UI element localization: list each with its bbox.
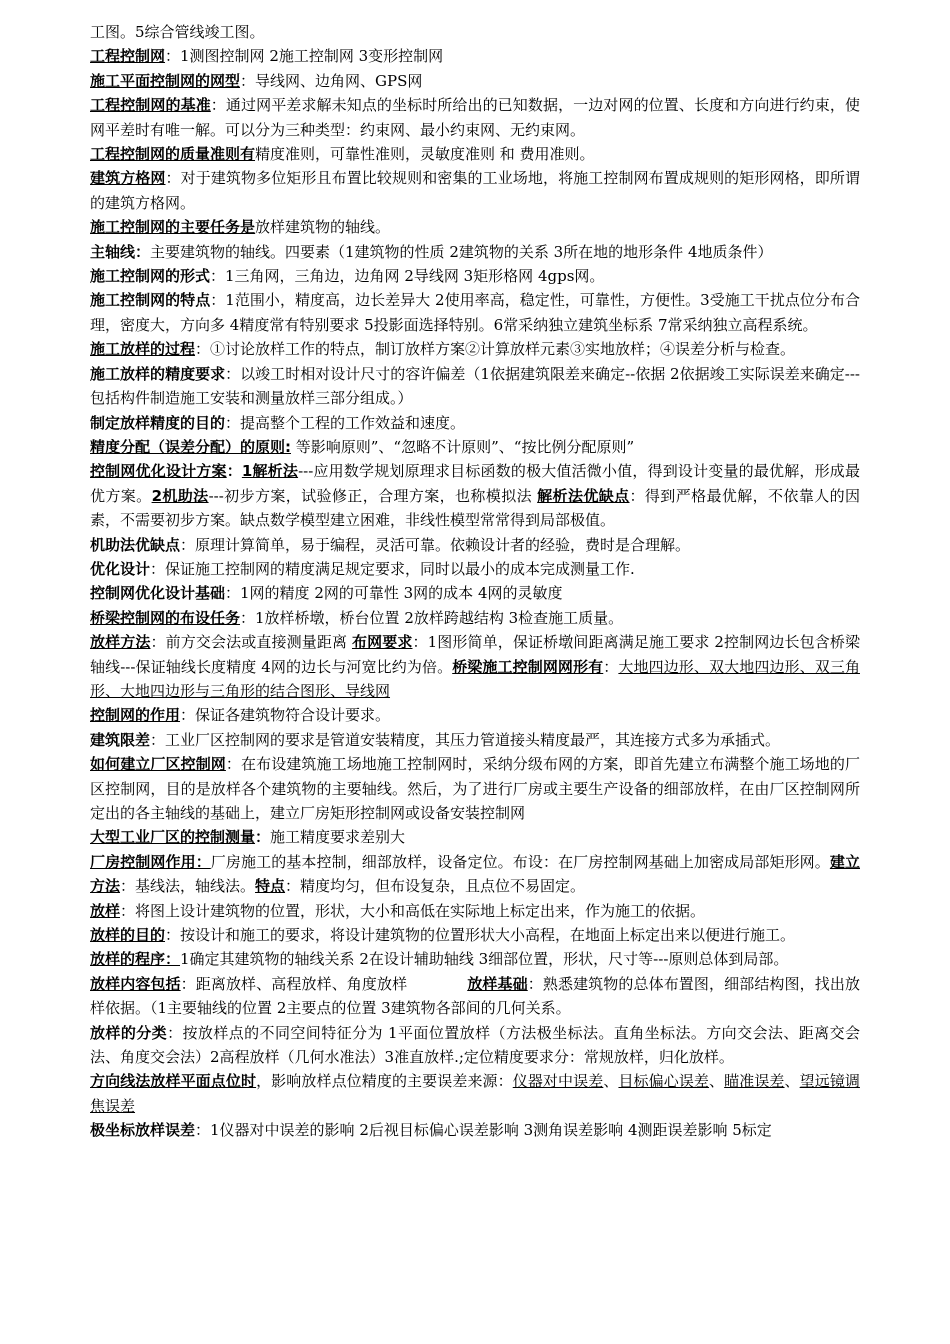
term-label: 放样方法 — [90, 633, 151, 652]
paragraph — [90, 1069, 860, 1118]
term-label: 如何建立厂区控制网 — [90, 755, 226, 774]
body-text: ：前方交会法或直接测量距离 — [150, 633, 352, 652]
term-label: 工程控制网的基准 — [90, 96, 211, 115]
term-label: 布网要求 — [351, 633, 413, 652]
body-text: ---初步方案，试验修正，合理方案，也称模拟法 — [208, 486, 538, 505]
paragraph — [90, 606, 860, 630]
term-label: 优化设计 — [90, 559, 151, 578]
term-label: 机助法优缺点 — [90, 535, 181, 554]
body-text: ---应用数学规划原理求目标函数的极大值活微小值，得到设计变量的最优解，形成最优方案。 — [90, 462, 860, 505]
paragraph — [90, 533, 860, 557]
body-text: ：按放样点的不同空间特征分为 1平面位置放样（方法极坐标法。直角坐标法。方向交会法、距离交会法、角度交会法）2高程放样（几何水准法）3准直放样.;定位精度要求分：常规放样，归化放样。 — [90, 1023, 860, 1067]
term-label: 桥梁施工控制网网形有 — [452, 657, 604, 676]
paragraph — [90, 411, 860, 435]
paragraph — [90, 337, 860, 361]
paragraph — [90, 240, 860, 264]
paragraph — [90, 1021, 860, 1070]
term-label: 放样的分类 — [90, 1023, 168, 1042]
body-text: ：通过网平差求解未知点的坐标时所给出的已知数据，一边对网的位置、长度和方向进行约束，使网平差时有唯一解。可以分为三种类型：约束网、最小约束网、无约束网。 — [90, 96, 860, 139]
body-text: ：保证各建筑物符合设计要求。 — [180, 706, 391, 725]
term-label: 放样基础 — [467, 974, 528, 993]
paragraph — [90, 69, 860, 93]
paragraph — [90, 44, 860, 68]
term-label: 厂房控制网作用： — [90, 852, 211, 871]
term-label: 施工放样的精度要求 — [90, 364, 226, 383]
body-text: ：对于建筑物多位矩形且布置比较规则和密集的工业场地，将施工控制网布置成规则的矩形网格，即所谓的建筑方格网。 — [90, 169, 860, 212]
body-text: ：基线法，轴线法。 — [120, 877, 256, 896]
body-text: 、 — [603, 1072, 619, 1091]
paragraph — [90, 93, 860, 142]
paragraph — [90, 581, 860, 605]
term-label: 制定放样精度的目的 — [90, 413, 226, 432]
body-text: 望远镜调焦误差 — [90, 1072, 860, 1115]
paragraph — [90, 923, 860, 947]
body-text: 主要建筑物的轴线。四要素（1建筑物的性质 2建筑物的关系 3所在地的地形条件 4地质条件） — [150, 242, 773, 261]
body-text: ：1图形简单，保证桥墩间距离满足施工要求 2控制网边长包含桥梁轴线---保证轴线长度精度 4网的边长与河宽比约为倍。 — [90, 633, 860, 676]
term-label: 放样的程序： — [90, 950, 181, 969]
paragraph — [90, 20, 860, 44]
paragraph — [90, 459, 860, 532]
body-text: ：熟悉建筑物的总体布置图，细部结构图，找出放样依据。（1主要轴线的位置 2主要点的位置 3建筑物各部间的几何关系。 — [90, 974, 860, 1018]
paragraph — [90, 972, 860, 1021]
paragraph — [90, 435, 860, 459]
term-label: 控制网的作用 — [90, 706, 181, 725]
paragraph — [90, 215, 860, 239]
body-text: ：精度均匀，但布设复杂，且点位不易固定。 — [285, 877, 586, 896]
term-label: 放样内容包括 — [90, 974, 181, 993]
body-text: ： — [603, 657, 619, 676]
body-text: ：工业厂区控制网的要求是管道安装精度，其压力管道接头精度最严，其连接方式多为承插式。 — [150, 730, 781, 749]
term-label: 建筑限差 — [90, 730, 151, 749]
paragraph — [90, 703, 860, 727]
paragraph — [90, 850, 860, 899]
body-text: 目标偏心误差 — [618, 1072, 710, 1091]
body-text: ：将图上设计建筑物的位置，形状，大小和高低在实际地上标定出来，作为施工的依据。 — [120, 901, 706, 920]
body-text: 、 — [784, 1072, 800, 1091]
term-label: 施工放样的过程 — [90, 340, 196, 359]
body-text: ：得到严格最优解，不依靠人的因素，不需要初步方案。缺点数学模型建立困难，非线性模型常常得到局部极值。 — [90, 486, 860, 530]
body-text: 厂房施工的基本控制，细部放样，设备定位。布设：在厂房控制网基础上加密成局部矩形网。 — [210, 852, 830, 871]
body-text: ：距离放样、高程放样、角度放样 — [180, 974, 408, 993]
term-label: ： — [226, 462, 242, 481]
term-label: 精度分配（误差分配）的原则: — [90, 437, 291, 456]
term-label: 工程控制网 — [90, 47, 166, 66]
body-text: ：保证施工控制网的精度满足规定要求，同时以最小的成本完成测量工作. — [150, 559, 635, 578]
paragraph — [90, 166, 860, 215]
term-label: 大型工业厂区的控制测量 — [90, 828, 256, 847]
term-label: 解析法优缺点 — [537, 486, 630, 505]
paragraph — [90, 288, 860, 337]
body-text: ：在布设建筑施工场地施工控制网时，采纳分级布网的方案，即首先建立布满整个施工场地的厂区控制网，目的是放样各个建筑物的主要轴线。然后，为了进行厂房或主要生产设备的细部放样，在由厂区控制网所定出的各主轴线的基础上，建立厂房矩形控制网或设备安装控制网 — [90, 755, 860, 822]
body-text: ：以竣工时相对设计尺寸的容许偏差（1依据建筑限差来确定--依据 2依据竣工实际误差来确定---包括构件制造施工安装和测量放样三部分组成。） — [90, 364, 860, 408]
body-text: 施工精度要求差别大 — [270, 828, 406, 847]
body-text: ：1仪器对中误差的影响 2后视目标偏心误差影响 3测角误差影响 4测距误差影响 5标定 — [195, 1121, 772, 1140]
body-text: ：1测图控制网 2施工控制网 3变形控制网 — [165, 47, 444, 66]
paragraph — [90, 752, 860, 825]
term-label: 特点 — [255, 877, 286, 896]
term-label: 桥梁控制网的布设任务 — [90, 608, 241, 627]
body-text: 等影响原则”、“忽略不计原则”、“按比例分配原则” — [291, 437, 635, 456]
body-text: 瞄准误差 — [724, 1072, 785, 1091]
term-label: 建筑方格网 — [90, 169, 166, 188]
term-label: 1解析法 — [241, 462, 299, 481]
term-label: 建立方法 — [90, 852, 860, 896]
paragraph — [90, 899, 860, 923]
body-text: ：按设计和施工的要求，将设计建筑物的位置形状大小高程，在地面上标定出来以便进行施工。 — [165, 926, 796, 945]
term-label: 控制网优化设计基础 — [90, 584, 226, 603]
term-label: ： — [255, 828, 271, 847]
body-text: ：1网的精度 2网的可靠性 3网的成本 4网的灵敏度 — [225, 584, 563, 603]
body-text: ：1范围小，精度高，边长差异大 2使用率高，稳定性，可靠性，方便性。3受施工干扰点位分布合理，密度大，方向多 4精度常有特别要求 5投影面选择特别。6常采纳独立建筑坐标系 7常采纳独立高程系统。 — [90, 291, 860, 334]
body-text: 精度准则，可靠性准则，灵敏度准则 和 费用准则。 — [255, 145, 595, 164]
term-label: 施工控制网的主要任务是 — [90, 218, 256, 237]
paragraph — [90, 142, 860, 166]
paragraph — [90, 557, 860, 581]
body-text: ：导线网、边角网、GPS网 — [240, 71, 423, 90]
paragraph — [90, 264, 860, 288]
body-text: 工图。5综合管线竣工图。 — [90, 23, 265, 41]
term-label: 极坐标放样误差 — [90, 1121, 196, 1140]
paragraph — [90, 1118, 860, 1142]
body-text: ，影响放样点位精度的主要误差来源： — [256, 1072, 513, 1091]
body-text: 放样建筑物的轴线。 — [255, 218, 391, 237]
body-text: ：①讨论放样工作的特点，制订放样方案②计算放样元素③实地放样；④误差分析与检查。 — [195, 340, 796, 359]
body-text: ：1三角网，三角边，边角网 2导线网 3矩形格网 4gps网。 — [210, 267, 605, 286]
body-text: 大地四边形、双大地四边形、双三角形、大地四边形与三角形的结合图形、导线网 — [90, 657, 860, 700]
term-label: 放样的目的 — [90, 926, 166, 945]
paragraph — [90, 728, 860, 752]
paragraph — [90, 630, 860, 703]
paragraph — [90, 362, 860, 411]
term-label: 主轴线： — [90, 242, 151, 261]
paragraph — [90, 947, 860, 971]
term-label: 控制网优化设计方案 — [90, 462, 227, 481]
body-text: 仪器对中误差 — [512, 1072, 604, 1091]
body-text: ：1放样桥墩，桥台位置 2放样跨越结构 3检查施工质量。 — [240, 608, 624, 627]
body-text: 1确定其建筑物的轴线关系 2在设计辅助轴线 3细部位置，形状，尺寸等---原则总体到局部。 — [180, 950, 789, 969]
body-text: 、 — [709, 1072, 725, 1091]
term-label: 施工控制网的特点 — [90, 291, 211, 310]
body-text: ：提高整个工程的工作效益和速度。 — [225, 413, 466, 432]
body-text: ：原理计算简单，易于编程，灵活可靠。依赖设计者的经验，费时是合理解。 — [180, 535, 691, 554]
term-label: 放样 — [90, 901, 121, 920]
term-label: 施工平面控制网的网型 — [90, 71, 241, 90]
term-label: 工程控制网的质量准则有 — [90, 145, 256, 164]
term-label: 2机助法 — [151, 486, 209, 505]
paragraph — [90, 825, 860, 849]
term-label: 方向线法放样平面点位时 — [90, 1072, 257, 1091]
term-label: 施工控制网的形式 — [90, 267, 211, 286]
